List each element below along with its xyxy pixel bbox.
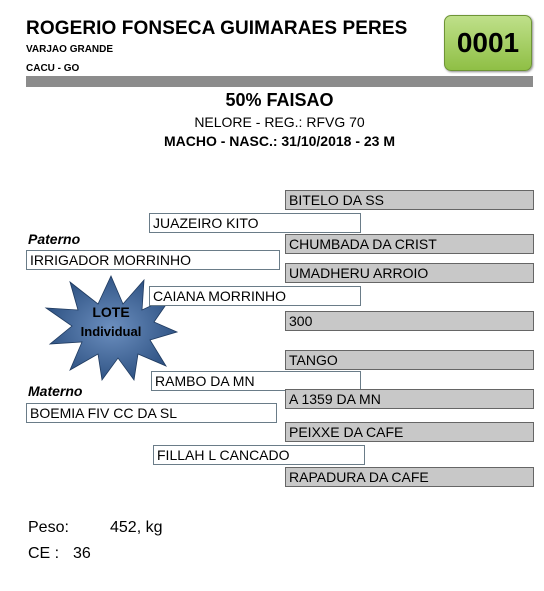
- dam-dam-box: FILLAH L CANCADO: [153, 445, 365, 465]
- weight-value: 452, kg: [110, 519, 163, 536]
- owner-name: ROGERIO FONSECA GUIMARAES PERES: [26, 18, 408, 39]
- materno-label: Materno: [28, 383, 83, 399]
- badge-line-1: LOTE: [92, 304, 130, 320]
- lot-number-badge: 0001: [444, 15, 532, 71]
- weight-label: Peso:: [28, 519, 69, 536]
- sds-box: UMADHERU ARROIO: [285, 263, 534, 283]
- ce-label: CE :: [28, 545, 60, 562]
- breed-registration: NELORE - REG.: RFVG 70: [194, 114, 365, 130]
- dsd-box: A 1359 DA MN: [285, 389, 534, 409]
- ce-value: 36: [73, 545, 91, 562]
- ssd-box: CHUMBADA DA CRIST: [285, 234, 534, 254]
- sex-birth-date: MACHO - NASC.: 31/10/2018 - 23 M: [163, 133, 396, 149]
- ddd-box: RAPADURA DA CAFE: [285, 467, 534, 487]
- sdd-box: 300: [285, 311, 534, 331]
- dds-box: PEIXXE DA CAFE: [285, 422, 534, 442]
- paterno-label: Paterno: [28, 231, 81, 247]
- sss-box: BITELO DA SS: [285, 190, 534, 210]
- animal-title: 50% FAISAO: [225, 90, 334, 110]
- location: CACU - GO: [26, 63, 80, 74]
- sire-box: IRRIGADOR MORRINHO: [26, 250, 280, 270]
- dam-box: BOEMIA FIV CC DA SL: [26, 403, 277, 423]
- dam-sire-box: RAMBO DA MN: [151, 371, 361, 391]
- badge-line-2: Individual: [80, 324, 142, 339]
- sire-sire-box: JUAZEIRO KITO: [149, 213, 361, 233]
- header-divider: [26, 76, 533, 87]
- sire-dam-box: CAIANA MORRINHO: [149, 286, 361, 306]
- farm-name: VARJAO GRANDE: [26, 44, 114, 55]
- dss-box: TANGO: [285, 350, 534, 370]
